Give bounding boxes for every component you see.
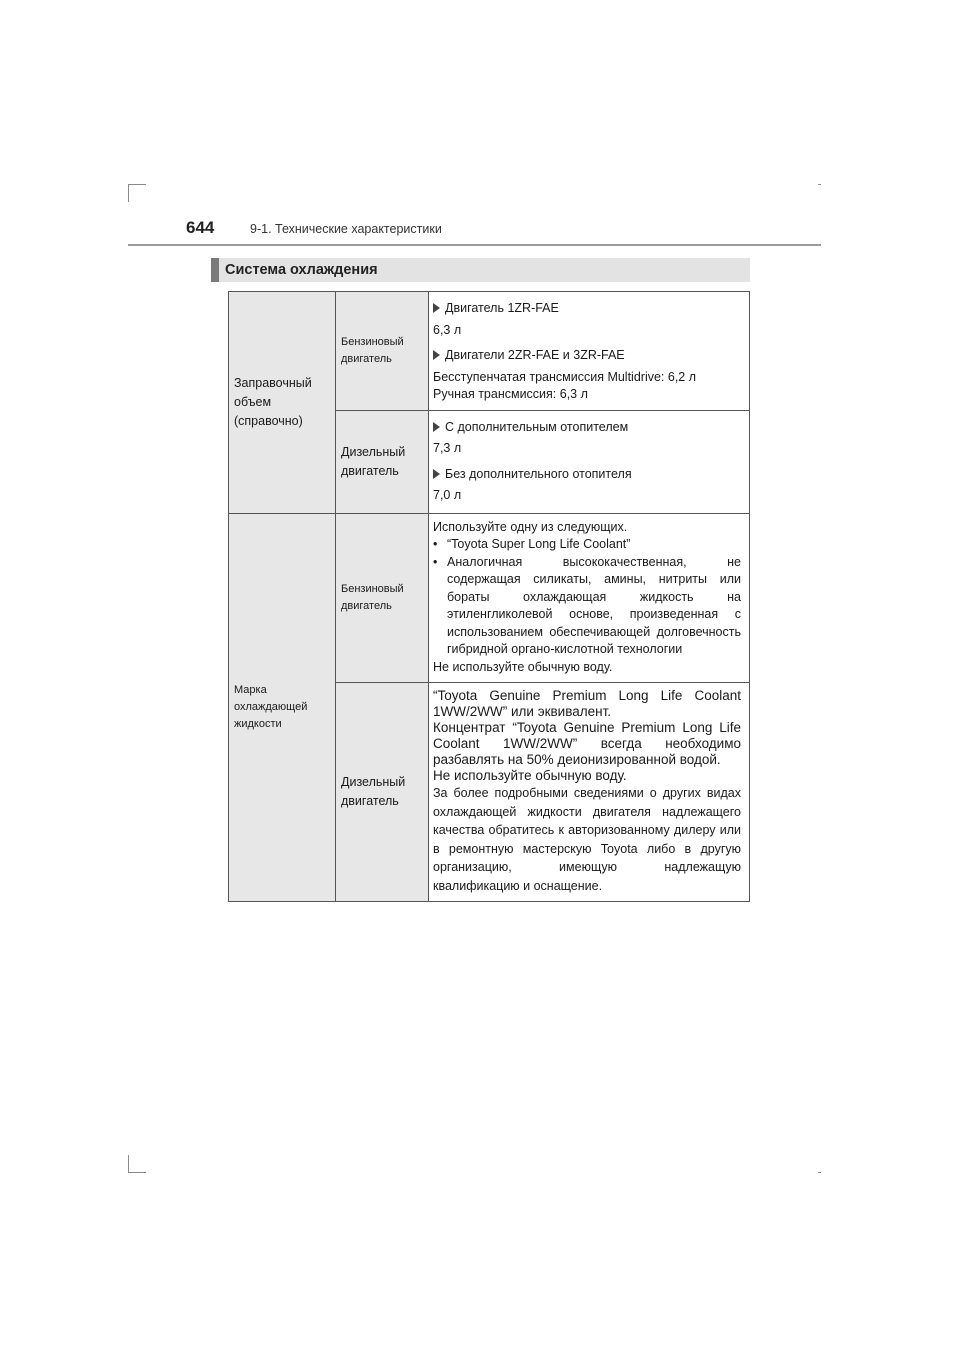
capacity-diesel-value-cell bbox=[429, 410, 750, 513]
capacity-value: 7,0 л bbox=[433, 488, 462, 502]
list-item: Двигатели 2ZR-FAE и 3ZR-FAE bbox=[433, 347, 741, 365]
cooling-spec-table bbox=[228, 291, 750, 902]
capacity-value: 7,3 л bbox=[433, 441, 462, 455]
list-item: Без дополнительного отопителя bbox=[433, 466, 741, 484]
running-title: 9-1. Технические характеристики bbox=[250, 222, 442, 236]
capacity-petrol-label-cell bbox=[336, 292, 429, 411]
coolant-petrol-value-cell bbox=[429, 513, 750, 683]
coolant-label: Марка охлаждающей жидкости bbox=[234, 683, 308, 730]
triangle-bullet-icon bbox=[433, 303, 440, 313]
coolant-petrol-note: Не используйте обычную воду. bbox=[433, 659, 613, 674]
list-item: Двигатель 1ZR-FAE bbox=[433, 300, 741, 318]
capacity-label: Заправочный объем (справочно) bbox=[234, 375, 312, 428]
crop-mark-top-right bbox=[818, 184, 821, 185]
capacity-diesel-label: Дизельный двигатель bbox=[341, 444, 406, 478]
triangle-bullet-icon bbox=[433, 469, 440, 479]
capacity-label-cell bbox=[229, 292, 336, 514]
coolant-petrol-label-cell bbox=[336, 513, 429, 683]
coolant-diesel-text: Концентрат “Toyota Genuine Premium Long Life Coolant 1WW/2WW” всегда необходимо разбавлять на 50% деионизированной водой. bbox=[433, 720, 741, 767]
table-row bbox=[229, 292, 750, 411]
crop-mark-top-left-h bbox=[128, 184, 146, 185]
triangle-bullet-icon bbox=[433, 422, 440, 432]
page-number: 644 bbox=[186, 218, 215, 237]
coolant-diesel-label: Дизельный двигатель bbox=[341, 775, 406, 808]
crop-mark-bottom-right bbox=[818, 1172, 821, 1173]
section-title-bar bbox=[211, 258, 750, 282]
crop-mark-bottom-left-h bbox=[128, 1172, 146, 1173]
capacity-petrol-label: Бензиновый двигатель bbox=[341, 335, 404, 365]
coolant-diesel-text: За более подробными сведениями о других видах охлаждающей жидкости двигателя надлежащего качества обратитесь к авторизованному дилеру или в ремонтную мастерскую Toyota либо в другую организацию, имеющую надлежащую квалификацию и оснащение. bbox=[433, 786, 741, 893]
list-item: С дополнительным отопителем bbox=[433, 419, 741, 437]
coolant-diesel-text: Не используйте обычную воду. bbox=[433, 768, 627, 783]
coolant-diesel-text: “Toyota Genuine Premium Long Life Coolant 1WW/2WW” или эквивалент. bbox=[433, 688, 741, 719]
coolant-petrol-intro: Используйте одну из следующих. bbox=[433, 519, 628, 534]
table-row bbox=[229, 513, 750, 683]
capacity-petrol-value-cell bbox=[429, 292, 750, 411]
triangle-bullet-icon bbox=[433, 350, 440, 360]
bullet-dot-icon: • bbox=[433, 554, 438, 569]
capacity-diesel-label-cell bbox=[336, 410, 429, 513]
bullet-dot-icon: • bbox=[433, 537, 438, 551]
section-title: Система охлаждения bbox=[225, 262, 378, 278]
coolant-label-cell bbox=[229, 513, 336, 902]
capacity-value: Ручная трансмиссия: 6,3 л bbox=[433, 387, 588, 401]
coolant-diesel-value-cell bbox=[429, 683, 750, 902]
list-item: • “Toyota Super Long Life Coolant” bbox=[433, 536, 741, 554]
coolant-petrol-label: Бензиновый двигатель bbox=[341, 582, 404, 612]
header-rule bbox=[128, 244, 821, 246]
list-item: • Аналогичная высококачественная, не содержащая силикаты, амины, нитриты или бораты охлаждающая жидкость на этиленгликолевой основе, произведенная с использованием обеспечивающей долговечность гибридной органо-кислотной технологии bbox=[433, 554, 741, 659]
crop-mark-bottom-left-v bbox=[128, 1155, 129, 1173]
coolant-diesel-label-cell bbox=[336, 683, 429, 902]
capacity-value: Бесступенчатая трансмиссия Multidrive: 6,2 л bbox=[433, 369, 697, 384]
crop-mark-top-left-v bbox=[128, 184, 129, 202]
capacity-value: 6,3 л bbox=[433, 322, 462, 337]
